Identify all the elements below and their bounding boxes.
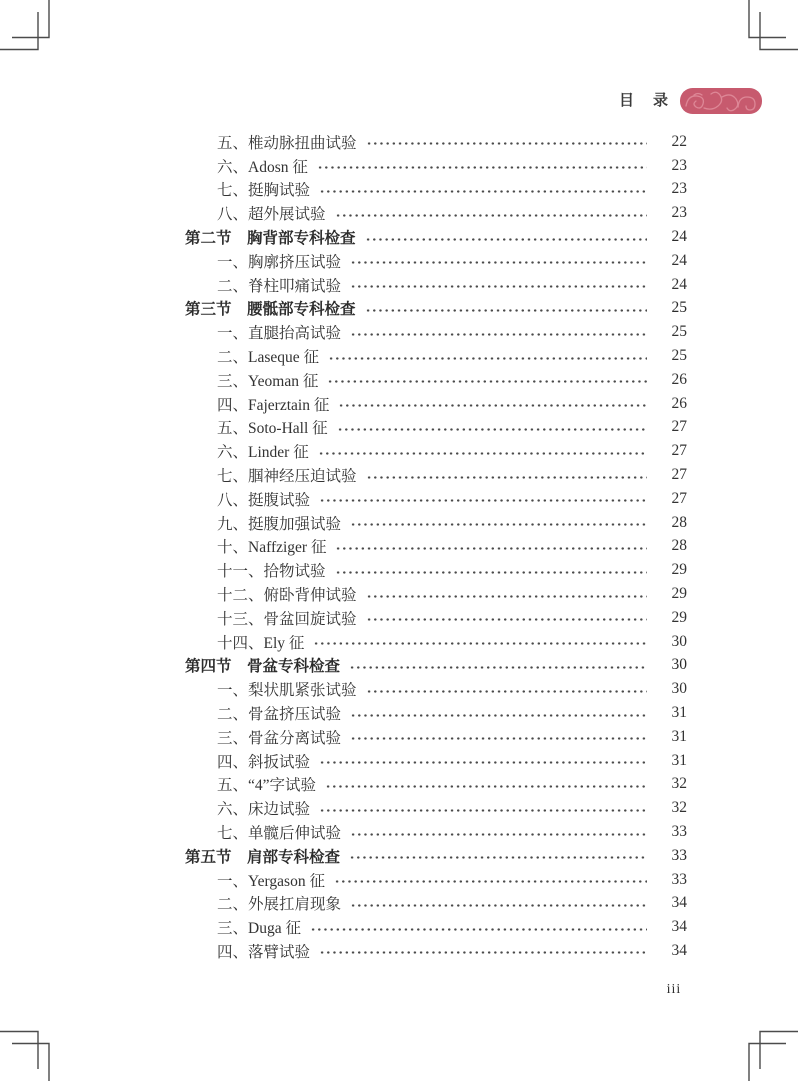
toc-entry-label: 一、梨状肌紧张试验: [217, 682, 357, 700]
toc-entry-label: 四、斜扳试验: [217, 753, 311, 771]
dot-leader: [350, 735, 647, 742]
dot-leader: [350, 712, 647, 719]
toc-row: [185, 463, 687, 487]
dot-leader: [325, 783, 647, 790]
header-ornament-cloud-pattern: [680, 88, 762, 114]
toc-entry-page: 27: [671, 466, 687, 484]
dot-leader: [337, 426, 647, 433]
toc-entry-label: 八、超外展试验: [217, 206, 326, 224]
toc-entry-page: 23: [671, 204, 687, 222]
toc-entry-label: 第四节 骨盆专科检查: [185, 658, 341, 676]
toc-row: [185, 439, 687, 463]
dot-leader: [328, 355, 647, 362]
toc-entry-page: 28: [671, 537, 687, 555]
toc-entry-label: 九、挺腹加强试验: [217, 515, 342, 533]
toc-entry-page: 25: [671, 299, 687, 317]
toc-row: [185, 201, 687, 225]
dot-leader: [317, 164, 647, 171]
dot-leader: [349, 854, 647, 861]
toc-entry-label: 第五节 肩部专科检查: [185, 848, 341, 866]
toc-row: [185, 868, 687, 892]
dot-leader: [334, 878, 647, 885]
toc-entry-label: 五、椎动脉扭曲试验: [217, 134, 357, 152]
dot-leader: [318, 450, 647, 457]
toc-entry-label: 七、挺胸试验: [217, 182, 311, 200]
dot-leader: [365, 307, 647, 314]
toc-entry-label: 一、Yergason 征: [217, 872, 325, 890]
toc-row: [185, 535, 687, 559]
toc-entry-label: 二、Laseque 征: [217, 349, 320, 367]
toc-entry-label: 六、Adosn 征: [217, 158, 308, 176]
toc-row: [185, 178, 687, 202]
dot-leader: [366, 688, 647, 695]
dot-leader: [350, 521, 647, 528]
toc-row: [185, 630, 687, 654]
toc-entry-page: 34: [671, 918, 687, 936]
toc-entry-page: 30: [671, 632, 687, 650]
toc-entry-page: 25: [671, 323, 687, 341]
toc-row: [185, 582, 687, 606]
dot-leader: [313, 640, 647, 647]
dot-leader: [335, 569, 647, 576]
toc-entry-page: 31: [671, 727, 687, 745]
toc-row: [185, 487, 687, 511]
toc-entry-label: 三、骨盆分离试验: [217, 729, 342, 747]
toc-entry-page: 27: [671, 418, 687, 436]
dot-leader: [319, 949, 647, 956]
toc-row: [185, 368, 687, 392]
toc-row: [185, 749, 687, 773]
dot-leader: [366, 616, 647, 623]
dot-leader: [327, 378, 647, 385]
page-header: [619, 88, 762, 114]
toc-entry-page: 27: [671, 442, 687, 460]
toc-entry-label: 八、挺腹试验: [217, 491, 311, 509]
dot-leader: [350, 283, 647, 290]
toc-entry-label: 三、Yeoman 征: [217, 372, 319, 390]
dot-leader: [335, 545, 647, 552]
toc-entry-label: 七、腘神经压迫试验: [217, 468, 357, 486]
toc-row: [185, 677, 687, 701]
toc-row: [185, 320, 687, 344]
toc-entry-label: 一、直腿抬高试验: [217, 325, 342, 343]
toc-row: [185, 606, 687, 630]
toc-entry-page: 29: [671, 608, 687, 626]
dot-leader: [349, 664, 647, 671]
toc-entry-label: 十、Naffziger 征: [217, 539, 327, 557]
toc-list: [185, 130, 687, 963]
toc-entry-label: 七、单髋后伸试验: [217, 825, 342, 842]
toc-row: [185, 796, 687, 820]
toc-entry-page: 23: [671, 180, 687, 198]
toc-row: [185, 130, 687, 154]
toc-entry-page: 27: [671, 489, 687, 507]
toc-row: [185, 249, 687, 273]
toc-entry-page: 29: [671, 585, 687, 603]
toc-entry-label: 四、落臂试验: [217, 943, 311, 961]
toc-entry-page: 31: [671, 751, 687, 769]
toc-row: [185, 725, 687, 749]
toc-entry-page: 24: [671, 228, 687, 246]
toc-row: [185, 773, 687, 797]
toc-row: [185, 701, 687, 725]
dot-leader: [350, 902, 647, 909]
toc-entry-page: 22: [671, 132, 687, 150]
toc-row: [185, 654, 687, 678]
toc-row: [185, 939, 687, 963]
toc-row: [185, 344, 687, 368]
toc-entry-label: 四、Fajerztain 征: [217, 396, 330, 414]
toc-entry-label: 一、胸廓挤压试验: [217, 253, 342, 271]
dot-leader: [366, 140, 647, 147]
page-title: 目 录: [618, 93, 670, 109]
toc-entry-page: 33: [671, 846, 687, 864]
dot-leader: [350, 259, 647, 266]
toc-entry-label: 五、Soto-Hall 征: [217, 420, 328, 438]
toc-entry-page: 34: [671, 941, 687, 959]
toc-entry-page: 32: [671, 799, 687, 817]
toc-entry-page: 29: [671, 561, 687, 579]
toc-entry-page: 31: [671, 704, 687, 722]
dot-leader: [319, 759, 647, 766]
toc-entry-page: 23: [671, 156, 687, 174]
dot-leader: [366, 474, 647, 481]
toc-entry-page: 24: [671, 275, 687, 293]
toc-entry-label: 六、床边试验: [217, 801, 311, 819]
toc-entry-page: 30: [671, 680, 687, 698]
dot-leader: [335, 212, 647, 219]
dot-leader: [350, 331, 647, 338]
toc-entry-label: 二、骨盆挤压试验: [217, 706, 342, 724]
dot-leader: [310, 926, 647, 933]
toc-entry-page: 26: [671, 370, 687, 388]
toc-entry-label: 第三节 腰骶部专科检查: [185, 301, 356, 319]
toc-row: [185, 844, 687, 868]
toc-row: [185, 511, 687, 535]
toc-entry-page: 33: [671, 870, 687, 888]
toc-entry-page: 24: [671, 251, 687, 269]
dot-leader: [319, 188, 647, 195]
toc-row: [185, 892, 687, 916]
dot-leader: [338, 402, 647, 409]
toc-entry-label: 十二、俯卧背伸试验: [217, 587, 357, 605]
toc-entry-label: 十四、Ely 征: [217, 634, 305, 652]
toc-row: [185, 915, 687, 939]
toc-row: [185, 297, 687, 321]
toc-entry-page: 30: [671, 656, 687, 674]
dot-leader: [319, 497, 647, 504]
toc-entry-label: 二、脊柱叩痛试验: [217, 277, 342, 295]
dot-leader: [366, 593, 647, 600]
toc-entry-page: 26: [671, 394, 687, 412]
toc-row: [185, 392, 687, 416]
dot-leader: [319, 807, 647, 814]
toc-row: [185, 820, 687, 844]
dot-leader: [365, 236, 647, 243]
toc-entry-page: 33: [671, 823, 687, 840]
toc-row: [185, 225, 687, 249]
toc-entry-label: 十三、骨盆回旋试验: [217, 610, 357, 628]
toc-entry-page: 32: [671, 775, 687, 793]
toc-entry-page: 28: [671, 513, 687, 531]
toc-entry-label: 六、Linder 征: [217, 444, 309, 462]
toc-row: [185, 273, 687, 297]
toc-entry-label: 三、Duga 征: [217, 920, 301, 938]
toc-entry-page: 34: [671, 894, 687, 912]
toc-entry-label: 二、外展扛肩现象: [217, 896, 342, 914]
toc-entry-label: 五、“4”字试验: [217, 777, 317, 795]
toc-entry-label: 十一、拾物试验: [217, 563, 326, 581]
toc-entry-page: 25: [671, 347, 687, 365]
toc-row: [185, 416, 687, 440]
toc-row: [185, 558, 687, 582]
dot-leader: [350, 831, 647, 838]
toc-entry-label: 第二节 胸背部专科检查: [185, 230, 356, 248]
footer-page-number: iii: [666, 982, 682, 997]
toc-row: [185, 154, 687, 178]
